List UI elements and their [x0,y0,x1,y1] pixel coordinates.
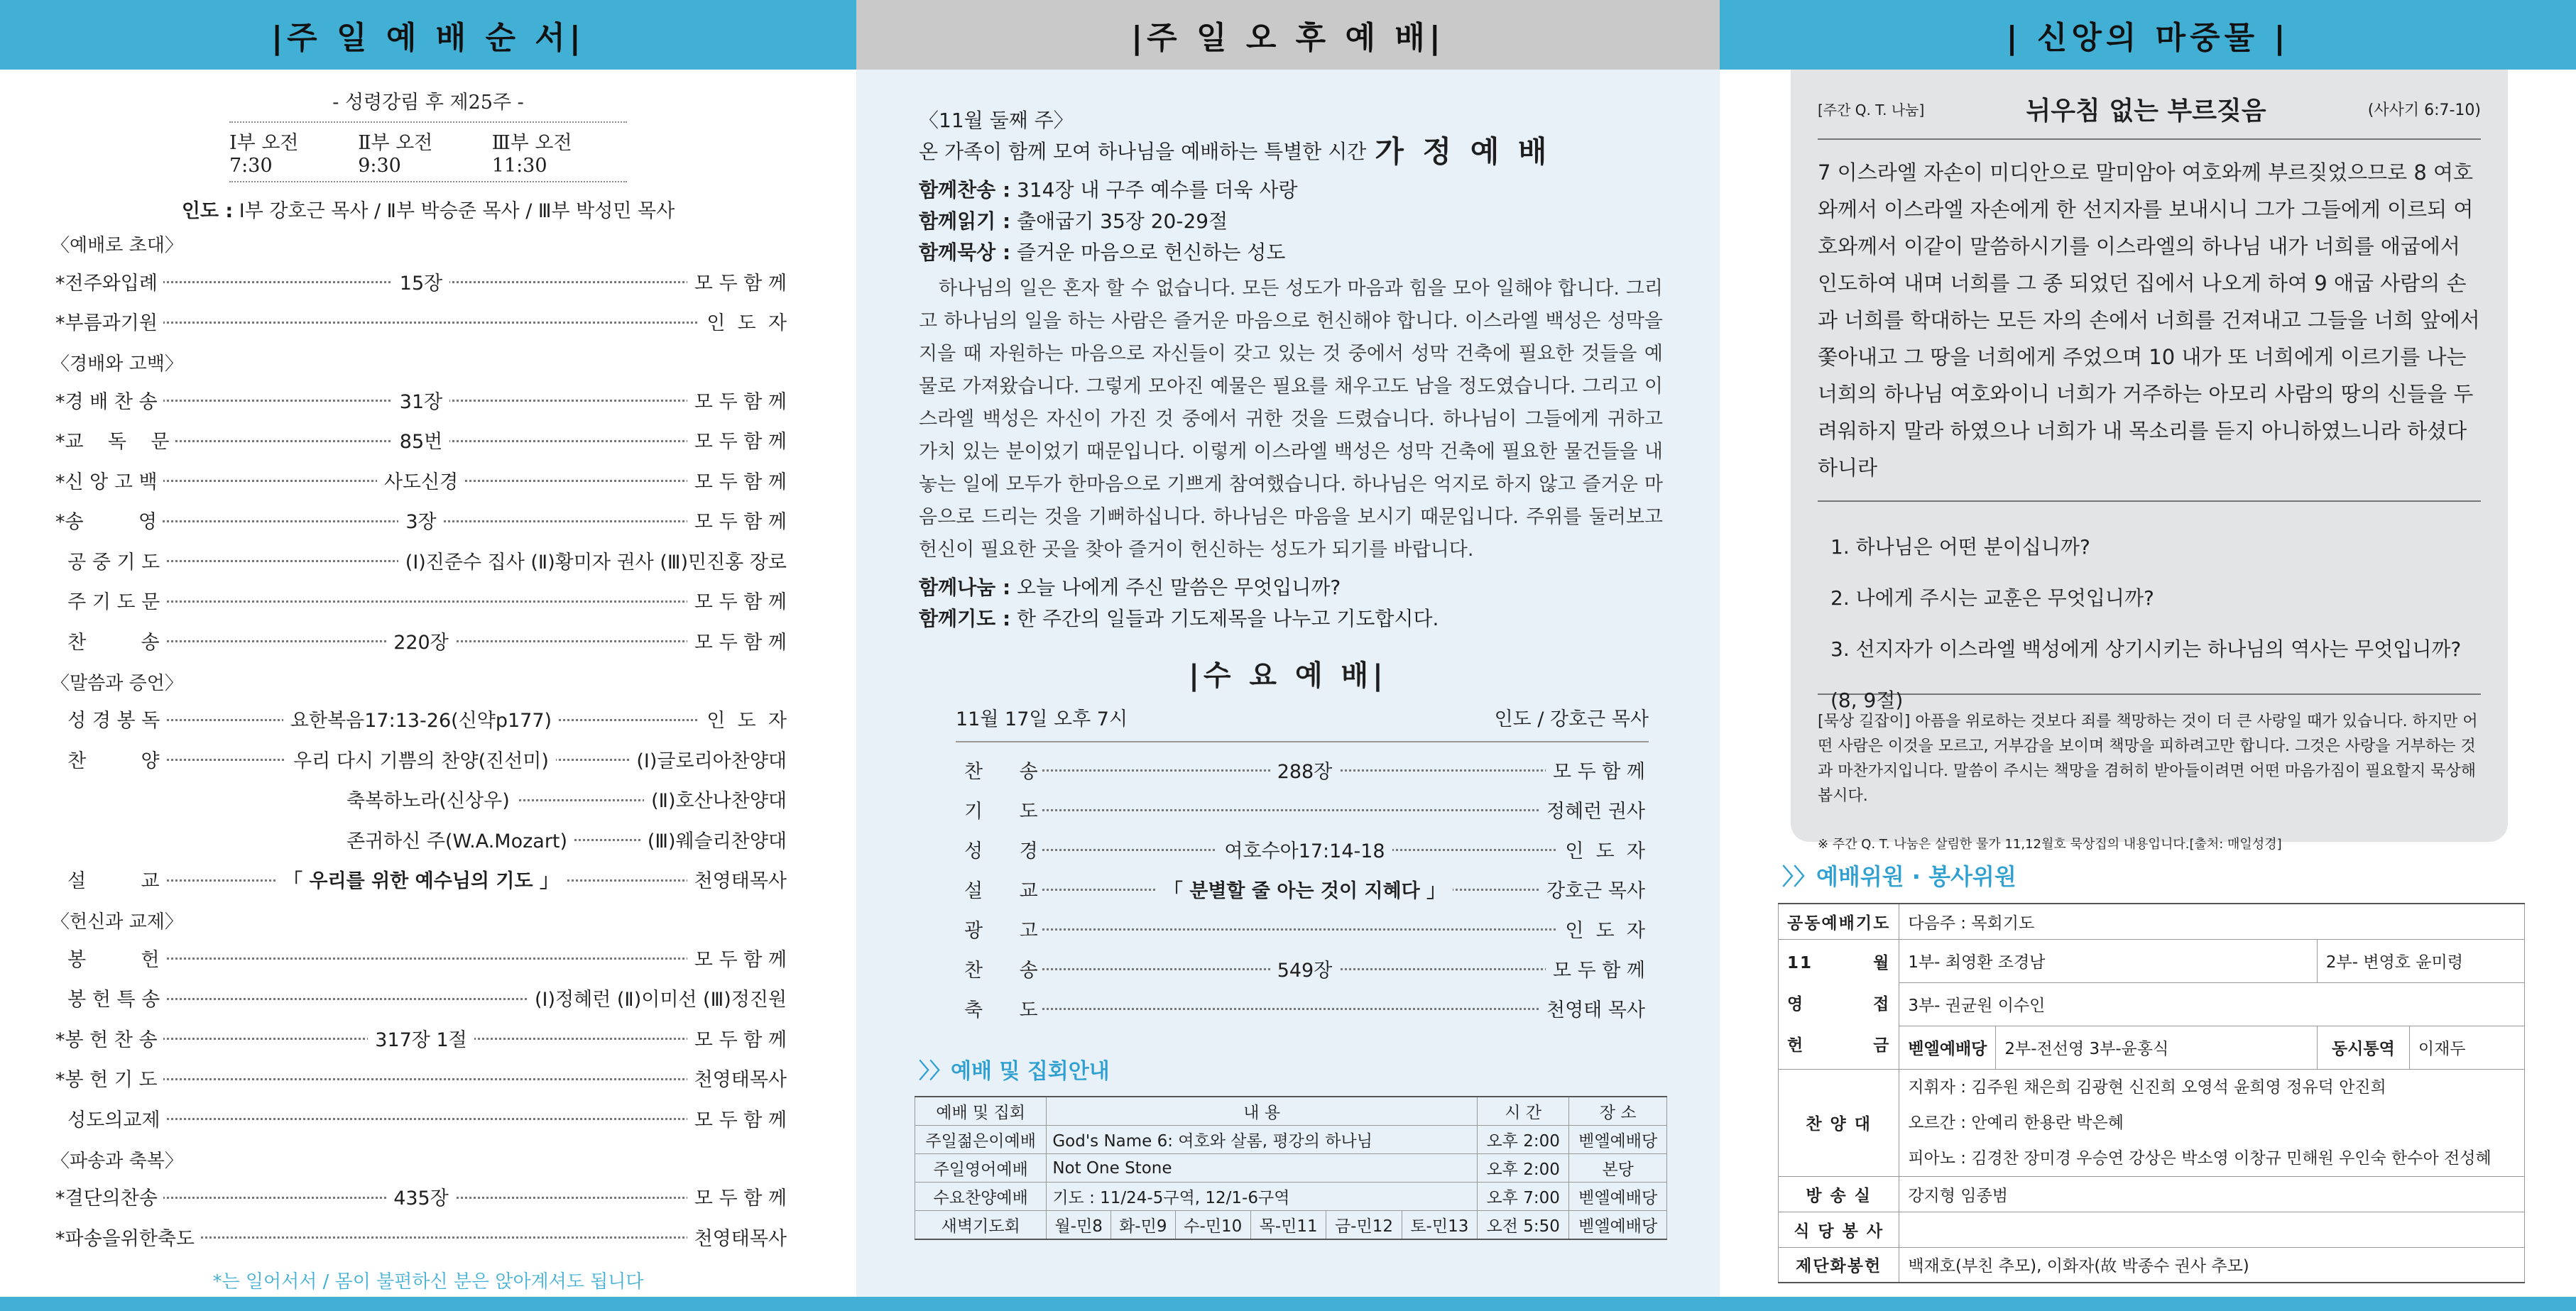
table-row [915,1126,1667,1154]
wednesday-item-name: 설 교 [964,875,1035,903]
family-meditation [919,237,1663,268]
order-item-person: (Ⅰ)정혜런 (Ⅱ)이미선 (Ⅲ)정진원 [528,984,787,1011]
wednesday-leader: 인도 / 강호근 목사 [1494,708,1649,730]
order-item-name: 봉 헌 특 송 [55,984,165,1011]
faith-panel [1720,0,2576,1311]
order-item-detail: 3장 [398,511,443,533]
sunday-afternoon-panel [856,0,1720,1311]
family-hymn [919,175,1663,206]
order-item-person: 모 두 함 께 [687,268,787,295]
wednesday-item [964,829,1645,869]
order-item-detail: 존귀하신 주(W.A.Mozart) [339,825,574,853]
guide-cell: 벧엘예배당 [1569,1211,1667,1240]
wednesday-item [964,948,1645,988]
family-paragraph: 하나님의 일은 혼자 할 수 없습니다. 모든 성도가 마음과 힘을 모아 일해야 합니다. 그리고 하나님의 일을 하는 사람은 즐거운 마음으로 헌신해야 합니다. 이스라엘 백성은 성막을 지을 때 자원하는 마음으로 자신들이 갖고 있는 것 중에서 성막 건축에 필요한 것들을 예물로 가져왔습니다. 그렇게 모아진 예물은 필요를 채우고도 남을 정도였습니다. 그리고 이스라엘 백성은 자신이 가진 것 중에서 귀한 것을 드렸습니다. 하나님이 그들에게 귀하고 가치 있는 분이었기 때문입니다. 이렇게 이스라엘 백성은 성막 건축에 필요한 물건들을 내놓는 일에 모두가 한마음으로 기쁘게 참여했습니다. 하나님은 억지로 하지 않고 즐거운 마음으로 드리는 것을 기뻐하십니다. 하나님은 마음을 보시기 때문입니다. 주위를 둘러보고 헌신이 필요한 곳을 찾아 즐거이 헌신하는 성도가 되기를 바랍니다. [919,278,1663,561]
guide-cell: 수요찬양예배 [915,1183,1047,1211]
staff-value [1899,1212,2525,1247]
order-item [55,302,787,342]
table-row [915,1183,1667,1211]
staff-label-char: 월 [1873,953,1891,972]
order-item-person: 천영태목사 [687,865,787,893]
leaders-label: 인도 : [181,200,234,222]
order-item-person: 모 두 함 께 [687,1104,787,1132]
order-item-detail-wrap [55,386,787,414]
family-meditation-label: 함께묵상 : [919,241,1011,264]
qt-heading [1818,91,2481,140]
order-item-name: *전주와입례 [55,268,163,295]
order-item-name: 봉 헌 [55,944,165,972]
staff-value: 3부- 권균원 이수인 [1899,982,2525,1026]
wednesday-item-name: 광 고 [964,915,1035,943]
leaders-line [0,195,856,223]
order-item-detail: 220장 [386,632,456,654]
family-prayer-label: 함께기도 : [919,607,1011,630]
qt-question: 2. 나에게 주시는 교훈은 무엇입니까? [1830,586,2154,610]
guide-cell: 주일영어예배 [915,1154,1047,1183]
order-item-person: (Ⅰ)진준수 집사 (Ⅱ)황미자 권사 (Ⅲ)민진홍 장로 [398,547,787,574]
dawn-day: 화-민9 [1110,1211,1175,1240]
choir-conductor: 지휘자 : 김주원 채은희 김광현 신진희 오영석 윤희영 정유덕 안진희 [1908,1077,2386,1097]
sunday-order-header: |주 일 예 배 순 서| [0,0,856,70]
order-item-detail-wrap [55,865,787,893]
wednesday-item [964,988,1645,1028]
staff-title: 〉〉예배위원 · 봉사위원 [1782,863,2016,890]
table-row [1779,1212,2525,1247]
order-list [0,230,856,1257]
staff-value: 이재두 [2409,1026,2524,1069]
order-item-detail: 15장 [393,273,449,295]
order-item [55,460,787,500]
staff-label-char: 접 [1873,994,1891,1014]
order-item-name: *교 독 문 [55,426,175,454]
choir-piano: 피아노 : 김경찬 장미경 우승연 강상은 박소영 이창규 민해원 우인숙 한수아 전성혜 [1908,1148,2492,1168]
wednesday-item-name: 기 도 [964,796,1035,823]
order-item [55,1058,787,1099]
order-item-person: 모 두 함 께 [687,1024,787,1052]
qt-small-label: [주간 Q. T. 나눔] [1818,102,1925,119]
order-item [55,938,787,978]
service-1-time: Ⅰ부 오전 7:30 [229,132,299,177]
staff-value: 다음주 : 목회기도 [1899,904,2525,939]
order-item-detail: 축복하노라(신상우) [339,785,517,813]
guide-cell: God's Name 6: 여호와 살롬, 평강의 하나님 [1047,1126,1478,1154]
table-row-dawn [915,1211,1667,1240]
staff-value: 1부- 최영환 조경남 [1899,939,2318,982]
meditation-guide: [묵상 길잡이] 아픔을 위로하는 것보다 죄를 책망하는 것이 더 큰 사랑일 때가 있습니다. 하지만 어떤 사람은 이것을 모르고, 거부감을 보이며 책망을 피하려고만 합니다. 그것은 사랑을 거부하는 것과 마찬가지입니다. 말씀이 주시는 책망을 겸허히 받아들이려면 어떤 마음가짐이 필요할지 묵상해 봅시다. [1818,693,2481,808]
dawn-day: 금-민12 [1326,1211,1402,1240]
dawn-day: 토-민13 [1402,1211,1477,1240]
family-share [919,572,1663,603]
order-item-detail: 사도신경 [377,471,465,493]
staff-label-char: 헌 [1787,1036,1805,1055]
staff-label: 공동예배기도 [1779,904,1899,939]
order-section-title: 〈경배와 고백〉 [51,353,183,375]
staff-sublabel: 동시통역 [2317,1026,2409,1069]
wednesday-item-detail-wrap [964,955,1645,982]
order-item-person: 인 도 자 [699,705,787,733]
order-item-detail: 우리 다시 기쁨의 찬양(진선미) [286,750,556,772]
family-intro-text: 온 가족이 함께 모여 하나님을 예배하는 특별한 시간 [919,140,1367,163]
order-item-person: 모 두 함 께 [687,627,787,654]
qt-scripture: 7 이스라엘 자손이 미디안으로 말미암아 여호와께 부르짖었으므로 8 여호와께서 이스라엘 자손에게 한 선지자를 보내시니 그가 그들에게 이르되 여호와께서 이같이 말씀하시기를 이스라엘의 하나님 내가 너희를 애굽에서 인도하여 내며 너희를 그 종 되었던 집에서 나오게 하여 9 애굽 사람의 손과 너희를 학대하는 모든 자의 손에서 너희를 건져내고 그들을 너희 앞에서 쫓아내고 그 땅을 너희에게 주었으며 10 내가 또 너희에게 이르기를 나는 너희의 하나님 여호와이니 너희가 거주하는 아모리 사람의 땅의 신들을 두려워하지 말라 하였으나 너희가 내 목소리를 듣지 아니하였느니라 하셨다 하니라 [1818,154,2481,502]
staff-label: 방 송 실 [1779,1176,1899,1212]
table-row [1779,1069,2525,1176]
guide-cell: 벧엘예배당 [1569,1183,1667,1211]
order-item-name: 찬 양 [55,745,165,773]
order-item-name: 설 교 [55,865,165,893]
wednesday-item-detail: 여호수아17:14-18 [1217,840,1392,862]
guide-cell: 벧엘예배당 [1569,1126,1667,1154]
guide-cell: 오후 2:00 [1478,1126,1569,1154]
wednesday-item-detail: 「 분별할 줄 아는 것이 지혜다 」 [1157,880,1453,902]
table-row [1779,904,2525,939]
order-item [55,699,787,740]
afternoon-header: |주 일 오 후 예 배| [856,0,1720,70]
guide-header-row [915,1097,1667,1126]
order-item-name: 공 중 기 도 [55,547,165,574]
order-item-person: 인 도 자 [699,307,787,335]
leader-dots [55,322,787,324]
order-item-detail-wrap [55,466,787,494]
order-item-detail-wrap [55,705,787,733]
order-item-name: *경 배 찬 송 [55,386,163,414]
table-row [1779,939,2525,982]
week-label: 〈11월 둘째 주〉 [919,109,1074,132]
staff-table [1778,903,2525,1283]
qt-source-note: ※ 주간 Q. T. 나눔은 살림한 물가 11,12월호 묵상집의 내용입니다.[출처: 매일성경] [1818,837,2282,852]
order-item-detail-wrap [55,506,787,534]
order-item [55,581,787,621]
guide-cell: Not One Stone [1047,1154,1478,1183]
service-2-time: Ⅱ부 오전 9:30 [358,132,433,177]
order-item [55,380,787,420]
family-hymn-value: 314장 내 구주 예수를 더욱 사랑 [1017,178,1298,202]
order-item [55,420,787,461]
order-item-person: 천영태목사 [687,1064,787,1092]
table-row [915,1154,1667,1183]
order-section-title: 〈예배로 초대〉 [51,235,183,256]
guide-col-content: 내 용 [1047,1097,1478,1126]
qt-question: 3. 선지자가 이스라엘 백성에게 상기시키는 하나님의 역사는 무엇입니까?(8, 9절) [1830,637,2462,712]
family-worship-title: 가 정 예 배 [1375,134,1551,169]
order-item [55,779,787,820]
wednesday-date: 11월 17일 오후 7시 [956,708,1128,730]
guide-cell: 기도 : 11/24-5구역, 12/1-6구역 [1047,1183,1478,1211]
season-line: - 성령강림 후 제25주 - [332,92,524,114]
order-item-person: 천영태목사 [687,1223,787,1251]
family-prayer-value: 한 주간의 일들과 기도제목을 나누고 기도합시다. [1017,607,1439,630]
qt-questions [1818,522,2481,712]
wednesday-item-person: 인 도 자 [1558,915,1645,943]
order-item-detail-wrap [55,1183,787,1210]
order-section-title: 〈말씀과 증언〉 [51,672,183,694]
wednesday-order-list [927,750,1684,1028]
order-item-detail: 435장 [386,1187,456,1209]
order-item-person: 모 두 함 께 [687,466,787,494]
staff-label: 제단화봉헌 [1779,1247,1899,1283]
order-item-detail-wrap [55,627,787,654]
wednesday-item-person: 천영태 목사 [1539,994,1645,1022]
order-item-name: *송 영 [55,506,163,534]
family-reading-label: 함께읽기 : [919,209,1011,233]
order-item-person: 모 두 함 께 [687,1183,787,1210]
choir-organ: 오르간 : 안예리 한용란 박은혜 [1908,1113,2124,1132]
order-item [55,978,787,1019]
staff-label-char: 금 [1873,1036,1891,1055]
family-reading [919,206,1663,237]
order-item-name: *봉 헌 찬 송 [55,1024,163,1052]
staff-label: 식 당 봉 사 [1779,1212,1899,1247]
order-item-person: 모 두 함 께 [687,426,787,454]
bottom-accent-bar [0,1297,2576,1311]
guide-col-place: 장 소 [1569,1097,1667,1126]
table-row [1779,1247,2525,1283]
order-item-detail: 85번 [393,431,449,453]
service-3-time: Ⅲ부 오전 11:30 [491,132,572,177]
order-item-name: 주 기 도 문 [55,586,165,614]
family-meditation-value: 즐거운 마음으로 헌신하는 성도 [1017,241,1286,264]
family-intro [919,136,1663,168]
order-item-name: *봉 헌 기 도 [55,1064,163,1092]
guide-cell: 오후 2:00 [1478,1154,1569,1183]
wednesday-item-name: 성 경 [964,835,1035,863]
wednesday-item [964,789,1645,829]
wednesday-item-name: 찬 송 [964,756,1035,784]
order-item-name: 성도의교제 [55,1104,166,1132]
order-item-detail-wrap [55,1024,787,1052]
order-item [55,739,787,779]
family-share-value: 오늘 나에게 주신 말씀은 무엇입니까? [1017,576,1341,599]
dawn-day: 월-민8 [1047,1211,1111,1240]
sunday-order-panel [0,0,856,1311]
faith-header: | 신앙의 마중물 | [1720,0,2576,70]
wednesday-item-name: 찬 송 [964,955,1035,982]
order-item-person: 모 두 함 께 [687,386,787,414]
guide-cell: 본당 [1569,1154,1667,1183]
guide-col-event: 예배 및 집회 [915,1097,1047,1126]
guide-cell: 주일젊은이예배 [915,1126,1047,1154]
guide-col-time: 시 간 [1478,1097,1569,1126]
order-item-detail: 31장 [393,391,449,413]
guide-cell: 새벽기도회 [915,1211,1047,1240]
order-item [55,540,787,581]
order-item-name: *신 앙 고 백 [55,466,163,494]
staff-value: 2부- 변영호 윤미령 [2317,939,2524,982]
order-item [55,500,787,541]
wednesday-item [964,869,1645,909]
staff-value: 강지형 임종범 [1899,1176,2525,1212]
qt-question: 1. 하나님은 어떤 분이십니까? [1830,535,2090,559]
leader-dots [1042,928,1645,931]
dawn-day: 목-민11 [1250,1211,1326,1240]
order-item [55,819,787,860]
order-item [55,620,787,661]
order-item-person: (Ⅱ)호산나찬양대 [644,785,787,813]
qt-box [1791,70,2508,852]
staff-label-nov [1779,939,1899,1069]
qt-title: 뉘우침 없는 부르짖음 [2026,97,2266,126]
order-item [55,860,787,900]
order-item-person: 모 두 함 께 [687,944,787,972]
leaders-names: Ⅰ부 강호근 목사 / Ⅱ부 박승준 목사 / Ⅲ부 박성민 목사 [239,200,675,222]
order-item-detail-wrap [55,426,787,454]
order-item-detail-wrap [55,268,787,295]
leader-dots [55,1078,787,1080]
order-item [55,261,787,302]
wednesday-item-detail-wrap [964,835,1645,863]
order-item-detail: 요한복음17:13-26(신약p177) [283,710,559,732]
order-item [55,1018,787,1058]
wednesday-item-person: 강호근 목사 [1539,875,1645,903]
wednesday-item [964,909,1645,948]
order-item-person: 모 두 함 께 [687,586,787,614]
staff-value: 2부-전선영 3부-윤홍식 [1996,1026,2318,1069]
order-item-detail: 317장 1절 [368,1029,474,1051]
family-reading-value: 출애굽기 35장 20-29절 [1017,209,1228,233]
order-item-name: 찬 송 [55,627,165,654]
dawn-day: 수-민10 [1175,1211,1250,1240]
wednesday-item-person: 정혜런 권사 [1539,796,1645,823]
guide-title: 〉〉예배 및 집회안내 [919,1059,1110,1084]
order-item-name: *부름과기원 [55,307,163,335]
order-section-title: 〈파송과 축복〉 [51,1150,183,1172]
wednesday-item-detail: 288장 [1270,761,1340,783]
staff-label: 찬 양 대 [1779,1069,1899,1176]
wednesday-item-detail: 549장 [1270,960,1340,982]
wednesday-item-person: 모 두 함 께 [1546,756,1645,784]
order-item-person: (Ⅲ)웨슬리찬양대 [640,825,787,853]
wednesday-info [956,703,1649,742]
order-item [55,1217,787,1257]
qt-reference: (사사기 6:7-10) [2367,102,2481,119]
guide-table [915,1096,1667,1240]
order-item-person: 모 두 함 께 [687,506,787,534]
wednesday-item-person: 인 도 자 [1558,835,1645,863]
staff-label-char: 11 [1787,953,1813,972]
guide-cell: 오후 7:00 [1478,1183,1569,1211]
table-row [1779,1176,2525,1212]
order-item [55,1098,787,1139]
order-item-name: 성 경 봉 독 [55,705,165,733]
wednesday-item [964,750,1645,789]
order-item-detail: 「 우리를 위한 예수님의 기도 」 [276,870,566,892]
order-item-person: (Ⅰ)글로리아찬양대 [629,745,787,773]
order-item-name: *결단의찬송 [55,1183,163,1210]
family-prayer [919,603,1663,635]
order-section-title: 〈헌신과 교제〉 [51,911,183,933]
order-item-name: *파송을위한축도 [55,1223,200,1251]
guide-cell: 오전 5:50 [1478,1211,1569,1240]
family-share-label: 함께나눔 : [919,576,1011,599]
standing-footnote: *는 일어서서 / 몸이 불편하신 분은 앉아계셔도 됩니다 [212,1271,644,1293]
service-times [229,121,627,182]
wednesday-item-person: 모 두 함 께 [1546,955,1645,982]
staff-sublabel: 벧엘예배당 [1899,1026,1996,1069]
wednesday-item-detail-wrap [964,756,1645,784]
family-hymn-label: 함께찬송 : [919,178,1011,202]
staff-value: 백재호(부친 추모), 이화자(故 박종수 권사 추모) [1899,1247,2525,1283]
order-item [55,1177,787,1217]
wednesday-title: |수 요 예 배| [1189,659,1387,692]
choir-members [1899,1069,2525,1176]
staff-label-char: 영 [1787,994,1805,1014]
wednesday-item-name: 축 도 [964,994,1035,1022]
